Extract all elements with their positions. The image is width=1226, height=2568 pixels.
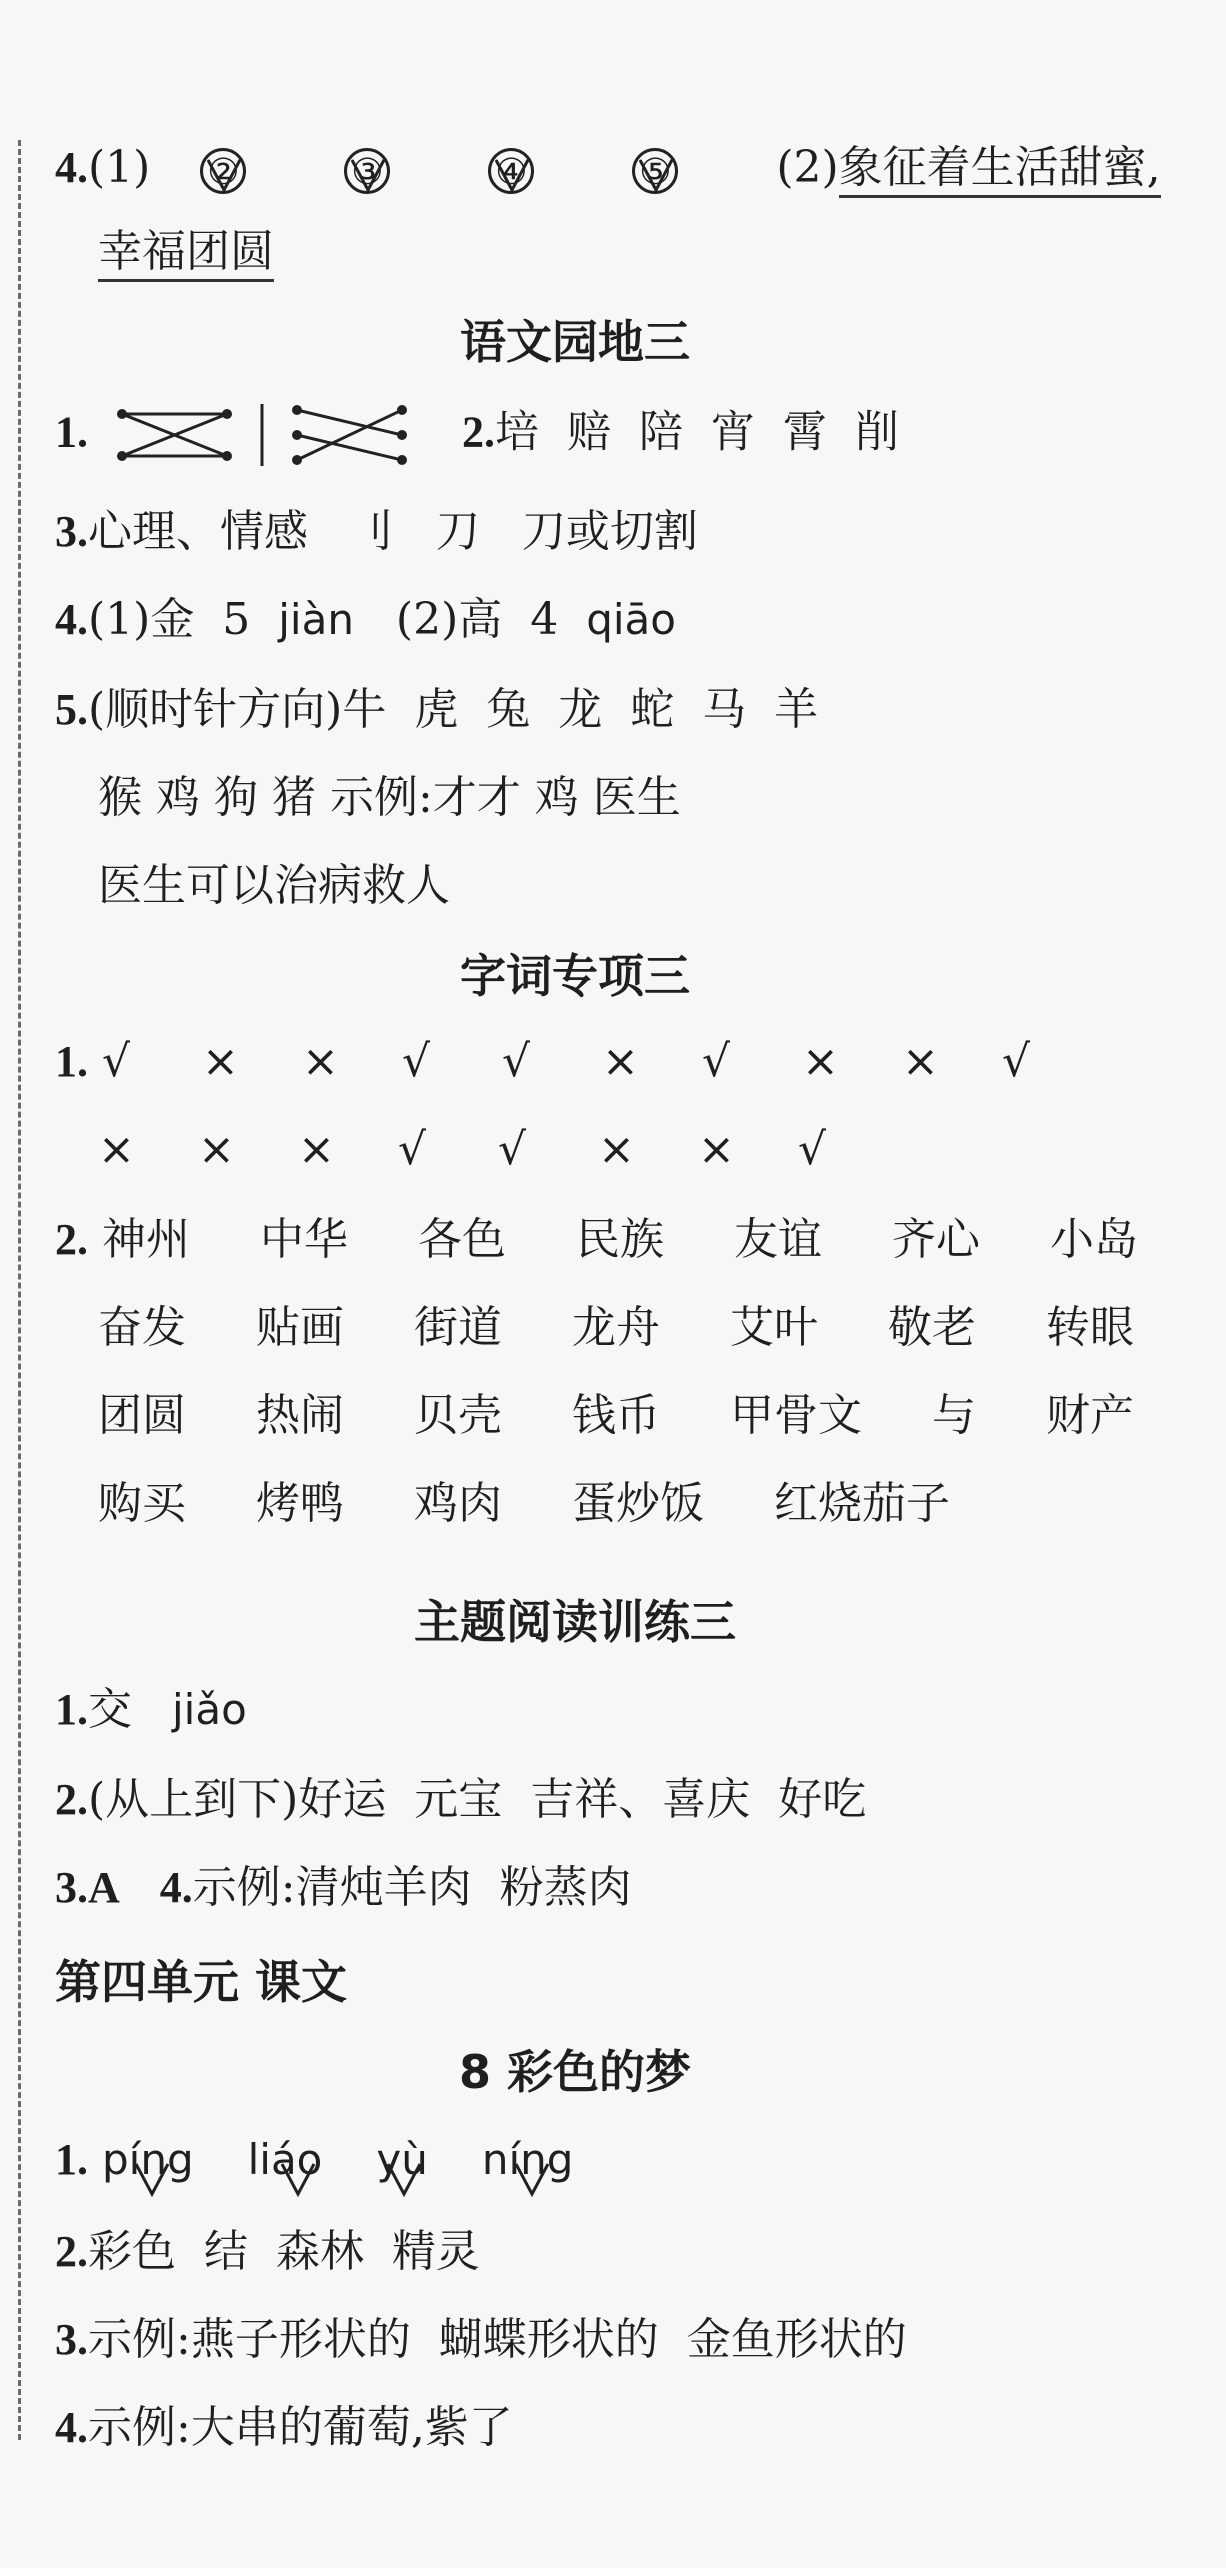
matching-diagram [102,400,412,470]
word: 敬老 [888,1302,976,1353]
mark: √ [502,1036,531,1087]
check-icon [384,2160,424,2200]
word: 民族 [576,1214,664,1265]
check-icon [204,156,244,196]
mark: × [802,1036,839,1087]
word: 齐心 [892,1214,980,1265]
question-4: 4.示例:大串的葡萄,紫了 [55,2402,513,2453]
question-3-4: 3.A 4.示例:清炖羊肉 粉蒸肉 [55,1862,632,1913]
words-row3 [98,1386,1134,1446]
mark: × [298,1124,335,1175]
check-icon [512,2160,552,2200]
question-1-pinyin: 1. píng liáo yù níng [55,2130,573,2190]
question-2-words: 2. 神州 中华 各色 民族 友谊 齐心 小岛 [55,1214,1138,1265]
word: 奋发 [98,1302,186,1353]
word: 甲骨文 [730,1390,862,1441]
mark: √ [102,1036,131,1087]
word: 与 [932,1390,976,1441]
mark: × [698,1124,735,1175]
word: 钱币 [572,1390,660,1441]
question-3: 3.心理、情感 刂 刀 刀或切割 [55,506,698,557]
mark: √ [498,1124,527,1175]
words-row4 [98,1474,950,1534]
word: 各色 [418,1214,506,1265]
mark: √ [1002,1036,1031,1087]
word: 艾叶 [730,1302,818,1353]
section-title: 语文园地三 [460,315,690,369]
word: 神州 [102,1214,190,1265]
mark: × [598,1124,635,1175]
question-5-line2: 猴 鸡 狗 猪 示例:才才 鸡 医生 [98,772,681,823]
word: 烤鸭 [256,1478,344,1529]
circled-option: ② [200,138,246,198]
check-icon [348,156,388,196]
mark: × [302,1036,339,1087]
word: 贝壳 [414,1390,502,1441]
circled-option: ④ [488,138,534,198]
words-row2 [98,1298,1134,1358]
mark: √ [798,1124,827,1175]
word: 蛋炒饭 [572,1478,704,1529]
check-icon [636,156,676,196]
word: 财产 [1046,1390,1134,1441]
question-5-line3: 医生可以治病救人 [98,860,450,911]
mark: √ [702,1036,731,1087]
word: 龙舟 [572,1302,660,1353]
check-icon [132,2160,172,2200]
word: 红烧茄子 [774,1478,950,1529]
lesson-title: 8 彩色的梦 [458,2045,692,2099]
check-icon [278,2160,318,2200]
question-1-marks-row2 [98,1120,898,1180]
mark: × [602,1036,639,1087]
word: 转眼 [1046,1302,1134,1353]
section-title: 主题阅读训练三 [414,1595,736,1649]
mark: × [902,1036,939,1087]
word: 街道 [414,1302,502,1353]
word: 购买 [98,1478,186,1529]
question-5: 5.(顺时针方向)牛 虎 兔 龙 蛇 马 羊 [55,684,819,735]
word: 团圆 [98,1390,186,1441]
section-title: 字词专项三 [460,949,690,1003]
question-1: 1.交 jiǎo [55,1684,247,1735]
word: 小岛 [1050,1214,1138,1265]
word: 贴画 [256,1302,344,1353]
question-4: 4.(1)金 5 jiàn (2)高 4 qiāo [55,594,676,645]
mark: × [202,1036,239,1087]
question-1-marks: 1. √ × × √ √ × √ × × √ [55,1032,1102,1092]
circled-option: ③ [344,138,390,198]
question-3: 3.示例:燕子形状的 蝴蝶形状的 金鱼形状的 [55,2314,907,2365]
mark: × [198,1124,235,1175]
unit-title: 第四单元 课文 [55,1955,348,2009]
mark: × [98,1124,135,1175]
word: 中华 [260,1214,348,1265]
word: 鸡肉 [414,1478,502,1529]
mark: √ [398,1124,427,1175]
question-4-top-cont: 幸福团圆 [98,222,274,282]
question-2: 2.彩色 结 森林 精灵 [55,2226,480,2277]
word: 友谊 [734,1214,822,1265]
question-4-top: 4.(1) ② ③ ④ ⑤ (2)象征着生活甜蜜, [55,138,1161,198]
word: 热闹 [256,1390,344,1441]
check-icon [492,156,532,196]
mark: √ [402,1036,431,1087]
circled-option: ⑤ [632,138,678,198]
question-2: 2.(从上到下)好运 元宝 吉祥、喜庆 好吃 [55,1774,867,1825]
question-1-matching: 1. 2.培 赔 陪 宵 霄 削 [55,400,899,470]
